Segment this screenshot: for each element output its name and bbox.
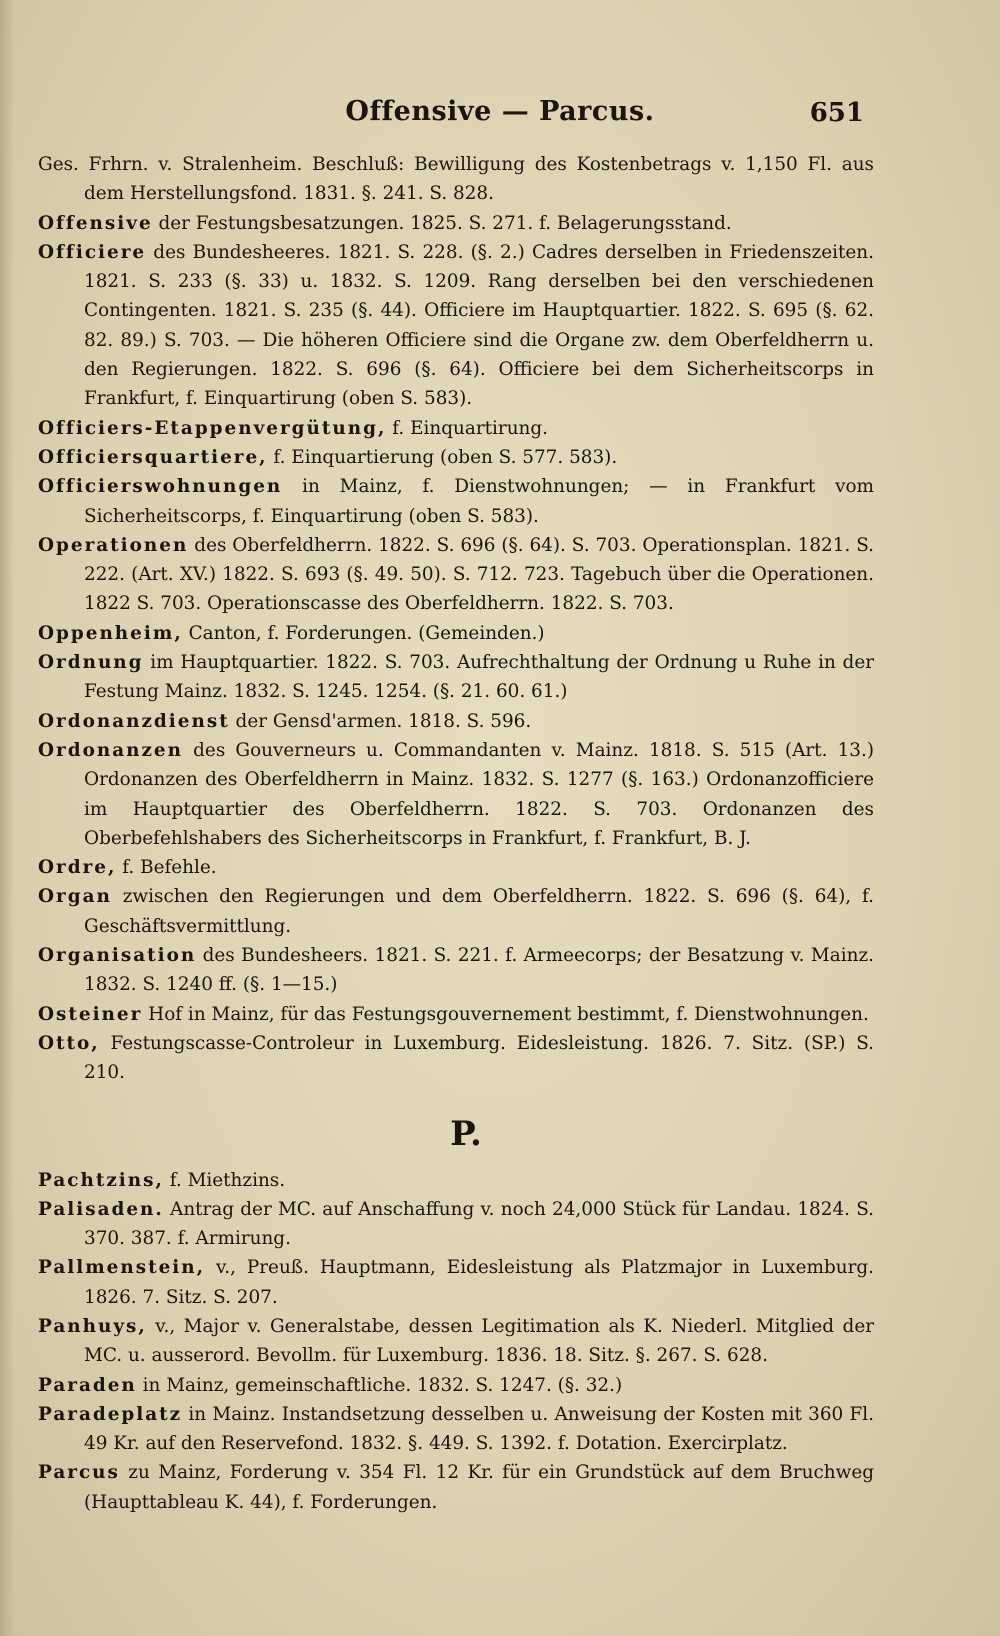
entry-text: der Gensd'armen. 1818. S. 596.: [229, 710, 532, 732]
index-entry: [38, 707, 874, 736]
index-entry: [38, 1195, 874, 1254]
entry-text: v., Preuß. Hauptmann, Eidesleistung als Platzmajor in Luxemburg. 1826. 7. Sitz. S. 207.: [84, 1257, 874, 1308]
page-number: 651: [809, 98, 864, 128]
index-entry: [38, 648, 874, 707]
entry-keyword: Paradeplatz: [38, 1403, 183, 1425]
entry-text: in Mainz, gemeinschaftliche. 1832. S. 1247. (§. 32.): [136, 1374, 623, 1396]
entry-keyword: Ordonanzdienst: [38, 710, 230, 732]
entry-keyword: Parcus: [38, 1462, 120, 1484]
entry-text: f. Einquartirung.: [386, 417, 549, 439]
entry-keyword: Pallmenstein,: [38, 1257, 206, 1279]
index-entry: [38, 1000, 874, 1029]
entry-keyword: Organ: [38, 886, 112, 908]
index-entry: [38, 238, 874, 414]
entry-keyword: Officierswohnungen: [38, 476, 283, 498]
entry-text: des Bundesheeres. 1821. S. 228. (§. 2.) Cadres derselben in Friedenszeiten. 1821. S. 233 (§. 33) u. 1832. S. 1209. Rang derselben bei den verschiedenen Contingenten. 1821. S. 235 (§. 44). Officiere im Hauptquartier. 1822. S. 695 (§. 62. 82. 89.) S. 703. — Die höheren Officiere sind die Organe zw. dem Oberfeldherrn u. den Regierungen. 1822. S. 696 (§. 64). Officiere bei dem Sicherheitscorps in Frankfurt, f. Einquartirung (oben S. 583).: [84, 241, 874, 410]
index-entry: [38, 941, 874, 1000]
entry-keyword: Organisation: [38, 945, 197, 967]
entry-keyword: Panhuys,: [38, 1315, 147, 1337]
index-entries: [38, 150, 874, 1517]
index-entry: [38, 150, 874, 209]
index-entry: [38, 1253, 874, 1312]
entry-keyword: Ordre,: [38, 857, 117, 879]
entry-keyword: Palisaden.: [38, 1198, 164, 1220]
entry-text: f. Einquartierung (oben S. 577. 583).: [267, 446, 618, 468]
index-entry: [38, 736, 874, 853]
entry-keyword: Oppenheim,: [38, 622, 183, 644]
entry-text: Canton, f. Forderungen. (Gemeinden.): [182, 622, 545, 644]
entries-section-p: [38, 1166, 874, 1518]
entry-text: der Festungsbesatzungen. 1825. S. 271. f. Belagerungsstand.: [152, 212, 732, 234]
index-entry: [38, 1166, 874, 1195]
entry-text: f. Miethzins.: [163, 1169, 286, 1191]
entry-text: im Hauptquartier. 1822. S. 703. Aufrechthaltung der Ordnung u Ruhe in der Festung Mainz. 1832. S. 1245. 1254. (§. 21. 60. 61.): [84, 652, 874, 703]
page-title: Offensive — Parcus.: [345, 96, 655, 127]
entry-text: v., Major v. Generalstabe, dessen Legitimation als K. Niederl. Mitglied der MC. u. ausserord. Bevollm. für Luxemburg. 1836. 18. Sitz. §. 267. S. 628.: [84, 1315, 874, 1367]
section-letter: P.: [450, 1113, 482, 1154]
entry-keyword: Ordonanzen: [38, 739, 184, 761]
index-entry: [38, 443, 874, 472]
entry-text: zu Mainz, Forderung v. 354 Fl. 12 Kr. für ein Grundstück auf dem Bruchweg (Haupttableau K. 44), f. Forderungen.: [84, 1462, 874, 1513]
entry-text: in Mainz, f. Dienstwohnungen; — in Frankfurt vom Sicherheitscorps, f. Einquartirung (oben S. 583).: [84, 476, 874, 527]
entry-keyword: Ordnung: [38, 652, 144, 674]
entry-keyword: Paraden: [38, 1374, 137, 1396]
running-header: [0, 96, 1000, 136]
index-entry: [38, 209, 874, 238]
index-entry: [38, 472, 874, 531]
entry-text: Ges. Frhrn. v. Stralenheim. Beschluß: Bewilligung des Kostenbetrags v. 1,150 Fl. aus dem Herstellungsfond. 1831. §. 241. S. 828.: [38, 154, 874, 205]
index-entry: [38, 531, 874, 619]
index-entry: [38, 1400, 874, 1459]
entry-keyword: Officiere: [38, 241, 147, 263]
entry-keyword: Osteiner: [38, 1003, 143, 1025]
entry-keyword: Pachtzins,: [38, 1169, 164, 1191]
entry-text: Hof in Mainz, für das Festungsgouvernement bestimmt, f. Dienstwohnungen.: [142, 1003, 869, 1025]
entry-text: Festungscasse-Controleur in Luxemburg. Eidesleistung. 1826. 7. Sitz. (SP.) S. 210.: [84, 1032, 874, 1084]
index-entry: [38, 414, 874, 443]
entry-text: des Oberfeldherrn. 1822. S. 696 (§. 64). S. 703. Operationsplan. 1821. S. 222. (Art. XV.) 1822. S. 693 (§. 49. 50). S. 712. 723. Tagebuch über die Operationen. 1822 S. 703. Operationscasse des Oberfeldherrn. 1822. S. 703.: [84, 534, 874, 615]
entry-text: des Bundesheers. 1821. S. 221. f. Armeecorps; der Besatzung v. Mainz. 1832. S. 1240 ff. (§. 1—15.): [84, 945, 874, 996]
entries-section-o: [38, 150, 874, 1088]
entry-keyword: Offensive: [38, 212, 153, 234]
index-entry: [38, 1312, 874, 1371]
index-entry: [38, 1029, 874, 1088]
index-entry: [38, 1371, 874, 1400]
entry-keyword: Officiers-Etappenvergütung,: [38, 417, 387, 439]
entry-keyword: Otto,: [38, 1032, 100, 1054]
entry-keyword: Officiersquartiere,: [38, 446, 268, 468]
entry-text: zwischen den Regierungen und dem Oberfeldherrn. 1822. S. 696 (§. 64), f. Geschäftsvermittlung.: [84, 886, 874, 937]
entry-text: f. Befehle.: [116, 857, 217, 879]
entry-keyword: Operationen: [38, 534, 189, 556]
index-entry: [38, 619, 874, 648]
entry-text: in Mainz. Instandsetzung desselben u. Anweisung der Kosten mit 360 Fl. 49 Kr. auf den Reservefond. 1832. §. 449. S. 1392. f. Dotation. Exercirplatz.: [84, 1403, 874, 1455]
index-entry: [38, 882, 874, 941]
index-entry: [38, 1458, 874, 1517]
index-entry: [38, 853, 874, 882]
entry-text: Antrag der MC. auf Anschaffung v. noch 24,000 Stück für Landau. 1824. S. 370. 387. f. Armirung.: [84, 1198, 874, 1250]
entry-text: des Gouverneurs u. Commandanten v. Mainz. 1818. S. 515 (Art. 13.) Ordonanzen des Oberfeldherrn in Mainz. 1832. S. 1277 (§. 163.) Ordonanzofficiere im Hauptquartier des Oberfeldherrn. 1822. S. 703. Ordonanzen des Oberbefehlshabers des Sicherheitscorps in Frankfurt, f. Frankfurt, B. J.: [84, 739, 874, 849]
